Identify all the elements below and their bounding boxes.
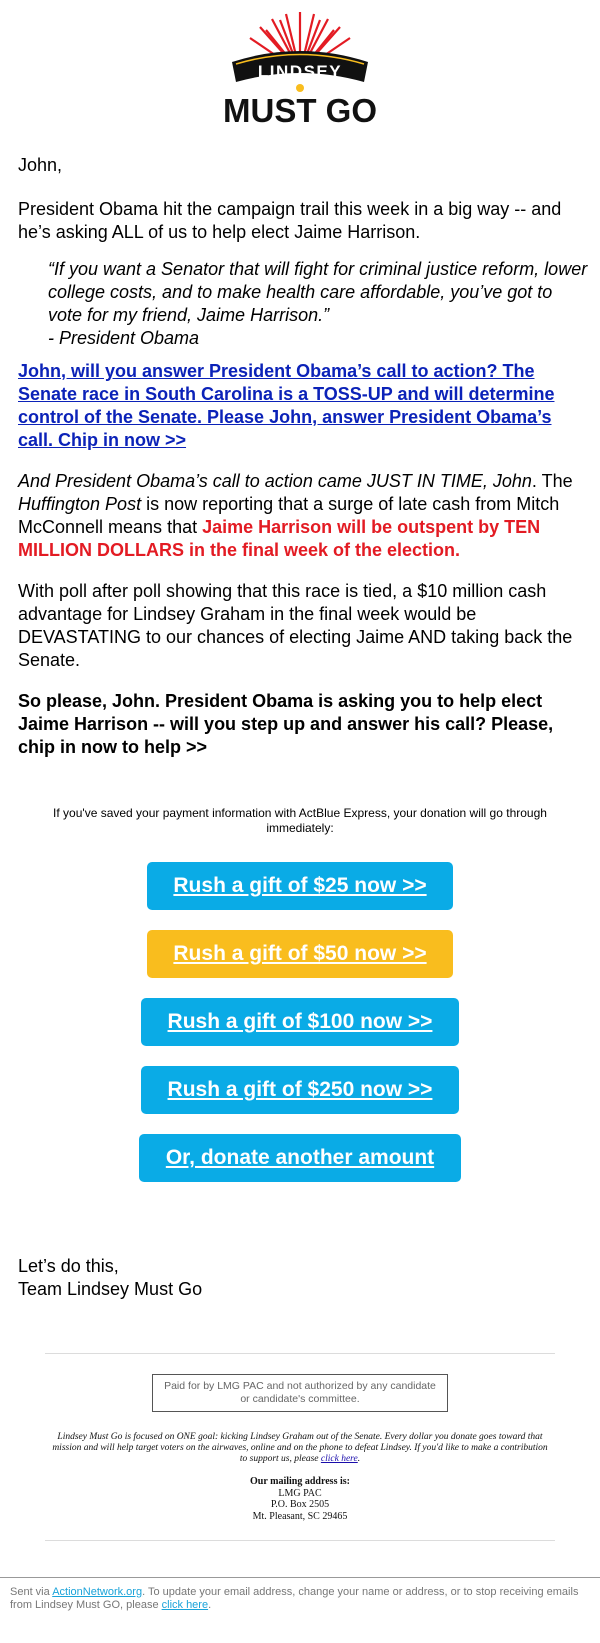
donate-other-amount-button[interactable]: Or, donate another amount [139, 1134, 461, 1182]
fineprint-text: Lindsey Must Go is focused on ONE goal: kicking Lindsey Graham out of the Senate. Every dollar you donate goes toward that mission and will help target voters on the airwaves, online and on the phone to defeat Lindsey. If you'd like to make a contribution to support us, please [52, 1432, 548, 1464]
donate-100-button[interactable]: Rush a gift of $100 now >> [141, 998, 459, 1046]
para2-middle: is now reporting that a surge of late cash from Mitch McConnell means that [18, 494, 560, 537]
quote-text: “If you want a Senator that will fight for criminal justice reform, lower college costs, and to make health care affordable, you’ve got to vote for my friend, Jaime Harrison.” [48, 259, 588, 325]
logo-line2: MUST GO [223, 92, 377, 129]
actionnetwork-link[interactable]: ActionNetwork.org [52, 1586, 143, 1598]
divider-bottom [45, 1540, 555, 1541]
para2-source: Huffington Post [18, 494, 142, 514]
address-line1: LMG PAC [278, 1487, 322, 1499]
footer-end: . [208, 1599, 212, 1611]
mission-fineprint [50, 1432, 550, 1465]
signoff-line2: Team Lindsey Must Go [18, 1279, 203, 1299]
signoff [18, 1255, 578, 1301]
huffington-paragraph [18, 470, 578, 562]
signoff-line1: Let’s do this, [18, 1256, 119, 1276]
donate-25-button[interactable]: Rush a gift of $25 now >> [147, 862, 453, 910]
intro-paragraph: President Obama hit the campaign trail this week in a big way -- and he’s asking ALL of us to help elect Jaime Harrison. [18, 199, 562, 242]
footer-middle: . To update your email address, change your name or address, or to stop receiving emails from Lindsey Must GO, please [10, 1586, 579, 1611]
para2-red-text: Jaime Harrison will be outspent by TEN MILLION DOLLARS in the final week of the election. [18, 517, 541, 560]
para2-after-lead: . The [531, 471, 573, 491]
email-footer [0, 1577, 600, 1620]
fineprint-end: . [357, 1454, 361, 1464]
para2-italic-lead: And President Obama’s call to action came JUST IN TIME, John [18, 471, 532, 491]
chip-in-link[interactable]: John, will you answer President Obama’s call to action? The Senate race in South Carolina is a TOSS-UP and will determine control of the Senate. Please John, answer President Obama’s call. Chip in now >> [18, 361, 555, 450]
unsubscribe-click-here-link[interactable]: click here [161, 1599, 209, 1611]
logo-line1: LINDSEY [257, 62, 343, 81]
address-line2: P.O. Box 2505 [270, 1499, 330, 1510]
address-line3: Mt. Pleasant, SC 29465 [252, 1510, 348, 1522]
lindsey-must-go-logo [218, 10, 382, 134]
mailing-address [150, 1476, 450, 1522]
divider-top [45, 1353, 555, 1354]
contribute-click-here-link[interactable]: click here [320, 1454, 358, 1464]
actblue-note: If you've saved your payment information with ActBlue Express, your donation will go through immediately: [53, 806, 547, 835]
obama-quote [48, 258, 588, 350]
quote-attribution: - President Obama [48, 328, 200, 348]
greeting: John, [18, 155, 63, 175]
footer-prefix: Sent via [10, 1586, 53, 1598]
address-label: Our mailing address is: [250, 1476, 350, 1487]
paid-for-disclaimer: Paid for by LMG PAC and not authorized by any candidate or candidate's committee. [152, 1374, 448, 1412]
ask-paragraph: So please, John. President Obama is asking you to help elect Jaime Harrison -- will you step up and answer his call? Please, chip in now to help >> [18, 691, 554, 757]
donate-50-button[interactable]: Rush a gift of $50 now >> [147, 930, 453, 978]
donate-250-button[interactable]: Rush a gift of $250 now >> [141, 1066, 459, 1114]
poll-paragraph: With poll after poll showing that this race is tied, a $10 million cash advantage for Lindsey Graham in the final week would be DEVASTATING to our chances of electing Jaime AND taking back the Senate. [18, 581, 573, 670]
